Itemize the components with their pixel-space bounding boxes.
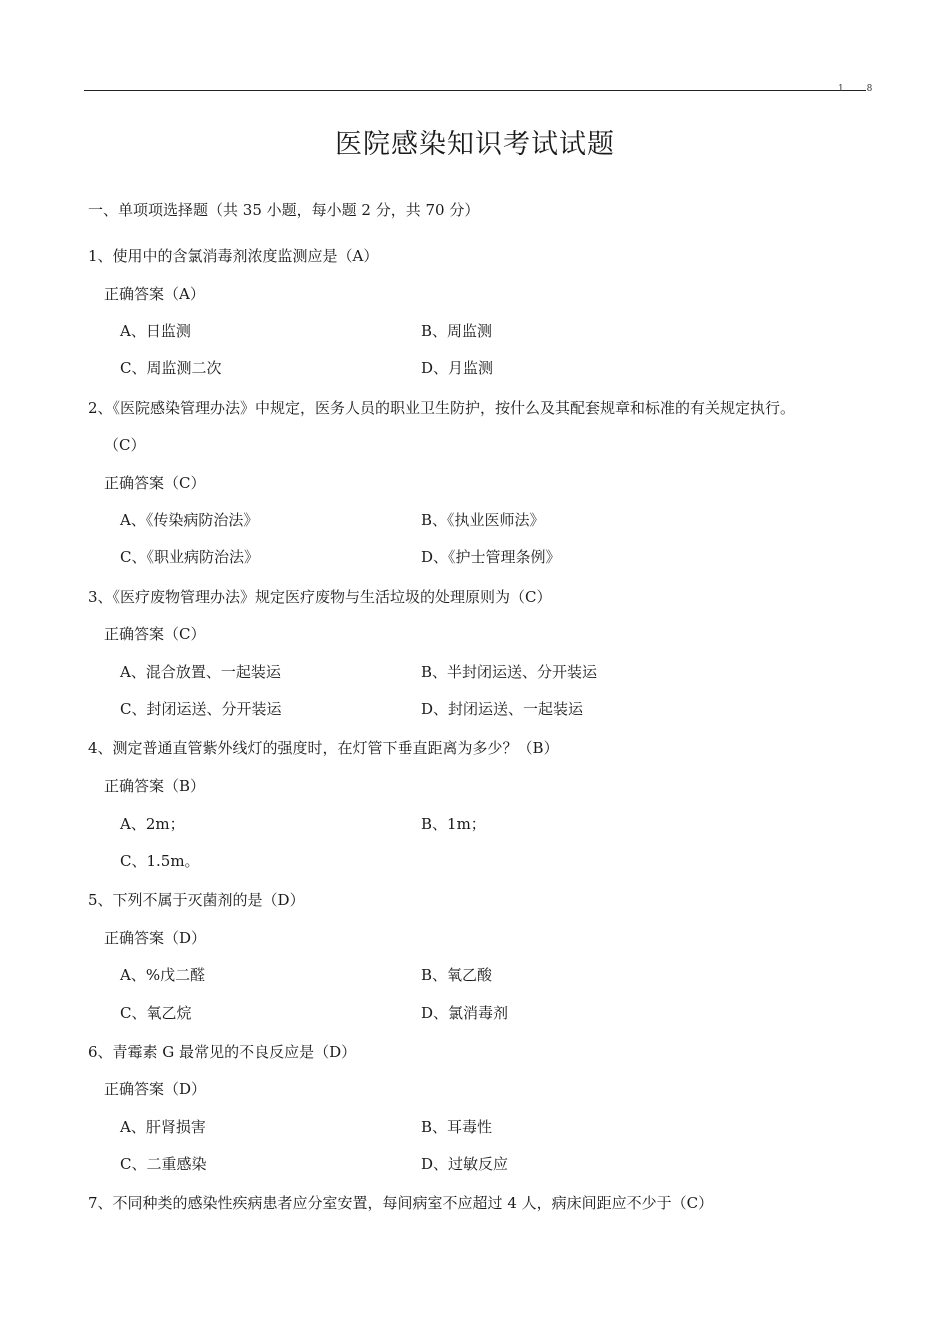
option-a: A、日监测 [120, 322, 191, 340]
option-b: B、1m； [421, 815, 486, 833]
question-stem: 3、《医疗废物管理办法》规定医疗废物与生活垃圾的处理原则为（C） [88, 588, 552, 606]
question-stem: 5、下列不属于灭菌剂的是（D） [88, 891, 305, 909]
option-a: A、2m； [120, 815, 185, 833]
question-stem: 1、使用中的含氯消毒剂浓度监测应是（A） [88, 247, 379, 265]
header-rule [84, 90, 866, 91]
option-b: B、氧乙酸 [421, 966, 493, 984]
option-d: D、氯消毒剂 [421, 1004, 509, 1022]
option-a: A、%戊二醛 [120, 966, 206, 984]
option-d: D、《护士管理条例》 [421, 548, 561, 566]
page-number: 1 8 [838, 84, 883, 94]
option-b: B、《执业医师法》 [421, 511, 545, 529]
option-b: B、周监测 [421, 322, 493, 340]
option-a: A、混合放置、一起装运 [120, 663, 281, 681]
option-a: A、肝肾损害 [120, 1118, 206, 1136]
page-title: 医院感染知识考试试题 [335, 129, 615, 160]
option-c: C、周监测二次 [120, 359, 222, 377]
option-d: D、月监测 [421, 359, 494, 377]
question-stem-continued: （C） [104, 436, 146, 454]
correct-answer: 正确答案（D） [104, 929, 207, 947]
question-stem: 4、测定普通直管紫外线灯的强度时，在灯管下垂直距离为多少？（B） [88, 739, 559, 757]
correct-answer: 正确答案（C） [104, 625, 206, 643]
option-c: C、封闭运送、分开装运 [120, 700, 282, 718]
correct-answer: 正确答案（D） [104, 1080, 207, 1098]
question-stem: 7、不同种类的感染性疾病患者应分室安置，每间病室不应超过 4 人，病床间距应不少于（C） [88, 1194, 714, 1212]
option-c: C、氧乙烷 [120, 1004, 192, 1022]
option-d: D、封闭运送、一起装运 [421, 700, 584, 718]
option-d: D、过敏反应 [421, 1155, 509, 1173]
question-stem: 2、《医院感染管理办法》中规定，医务人员的职业卫生防护，按什么及其配套规章和标准的有关规定执行。 [88, 399, 796, 417]
option-a: A、《传染病防治法》 [120, 511, 259, 529]
section-heading: 一、单项项选择题（共 35 小题，每小题 2 分，共 70 分） [88, 201, 480, 219]
option-b: B、耳毒性 [421, 1118, 493, 1136]
question-stem: 6、青霉素 G 最常见的不良反应是（D） [88, 1043, 357, 1061]
correct-answer: 正确答案（B） [104, 777, 206, 795]
option-c: C、1.5m。 [120, 852, 200, 870]
option-c: C、《职业病防治法》 [120, 548, 259, 566]
option-b: B、半封闭运送、分开装运 [421, 663, 598, 681]
correct-answer: 正确答案（A） [104, 285, 205, 303]
correct-answer: 正确答案（C） [104, 474, 206, 492]
option-c: C、二重感染 [120, 1155, 207, 1173]
